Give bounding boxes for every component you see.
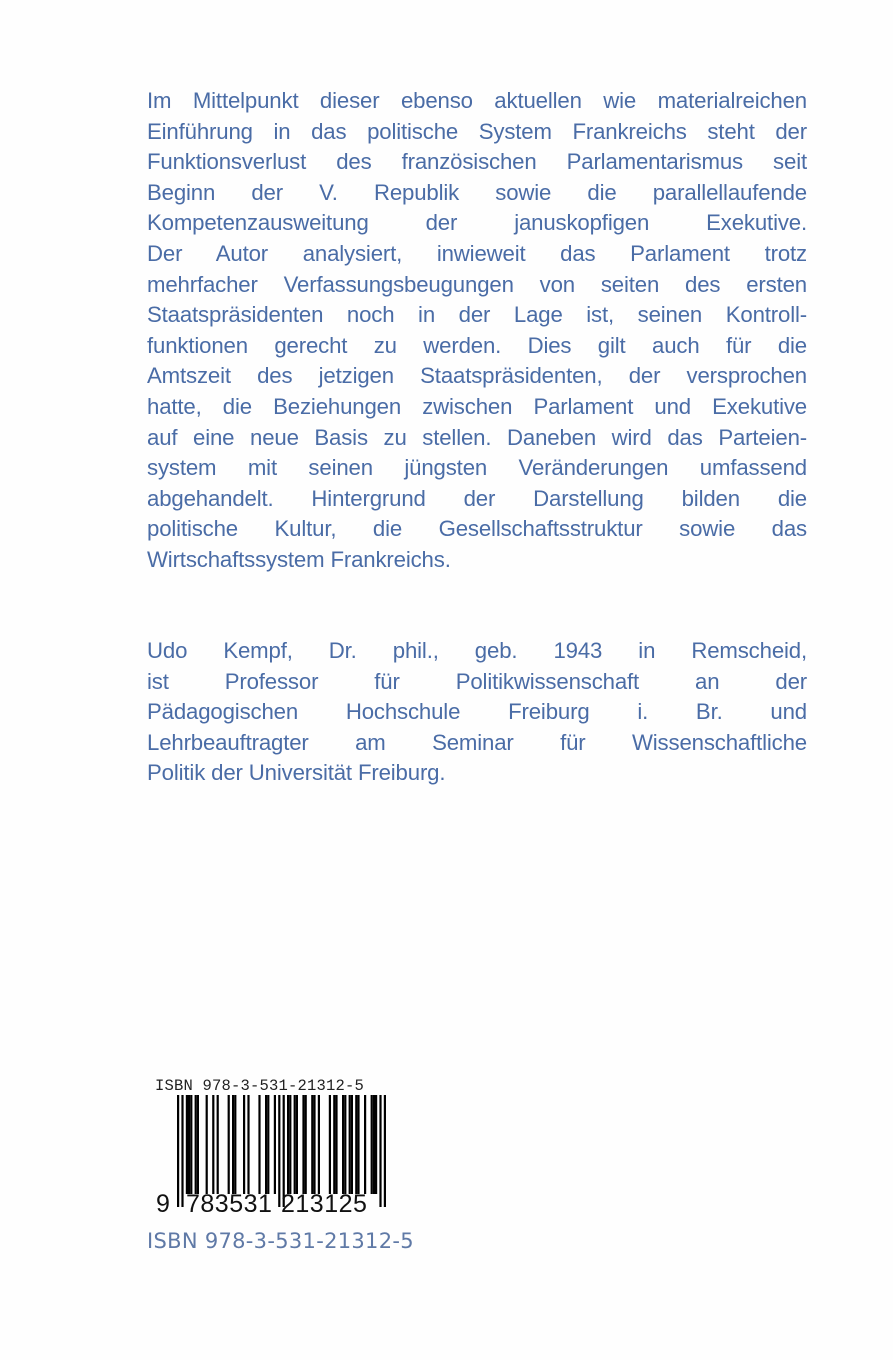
author-bio-line: Pädagogischen Hochschule Freiburg i. Br. und <box>147 699 807 725</box>
description-line: auf eine neue Basis zu stellen. Daneben wird das Parteien- <box>147 424 807 450</box>
description-line: politische Kultur, die Gesellschaftsstruktur sowie das <box>147 516 807 542</box>
author-bio-line: Udo Kempf, Dr. phil., geb. 1943 in Remscheid, <box>147 638 807 663</box>
description-line: Der Autor analysiert, inwieweit das Parlament trotz <box>147 240 807 266</box>
barcode-bars-icon <box>153 1095 393 1217</box>
description-line: Einführung in das politische System Frankreichs steht der <box>147 118 807 144</box>
description-line: system mit seinen jüngsten Veränderungen umfassend <box>147 455 807 481</box>
author-bio-paragraph <box>147 636 807 789</box>
author-bio-line: ist Professor für Politikwissenschaft an der <box>147 668 807 694</box>
author-bio-line: Politik der Universität Freiburg. <box>147 760 446 786</box>
description-line: Beginn der V. Republik sowie die parallellaufende <box>147 179 807 205</box>
description-line: abgehandelt. Hintergrund der Darstellung bilden die <box>147 485 807 511</box>
description-line: Amtszeit des jetzigen Staatspräsidenten, der versprochen <box>147 363 807 389</box>
description-paragraph <box>147 86 807 576</box>
barcode-left-digits: 783531 <box>186 1190 273 1217</box>
description-line: mehrfacher Verfassungsbeugungen von seiten des ersten <box>147 271 807 297</box>
author-bio-line: Lehrbeauftragter am Seminar für Wissenschaftliche <box>147 729 807 755</box>
isbn-barcode <box>153 1077 413 1217</box>
description-line: hatte, die Beziehungen zwischen Parlament und Exekutive <box>147 393 807 419</box>
description-line: Kompetenzausweitung der januskopfigen Exekutive. <box>147 210 807 236</box>
description-line: funktionen gerecht zu werden. Dies gilt auch für die <box>147 332 807 358</box>
description-line: Wirtschaftssystem Frankreichs. <box>147 546 451 572</box>
description-line: Staatspräsidenten noch in der Lage ist, seinen Kontroll- <box>147 302 807 328</box>
description-line: Im Mittelpunkt dieser ebenso aktuellen wie materialreichen <box>147 88 807 113</box>
description-line: Funktionsverlust des französischen Parlamentarismus seit <box>147 149 807 175</box>
barcode-right-digits: 213125 <box>281 1190 368 1217</box>
isbn-footer-text: ISBN 978-3-531-21312-5 <box>147 1229 414 1253</box>
barcode-lead-digit: 9 <box>156 1190 170 1217</box>
barcode-isbn-label: ISBN 978-3-531-21312-5 <box>155 1077 365 1095</box>
